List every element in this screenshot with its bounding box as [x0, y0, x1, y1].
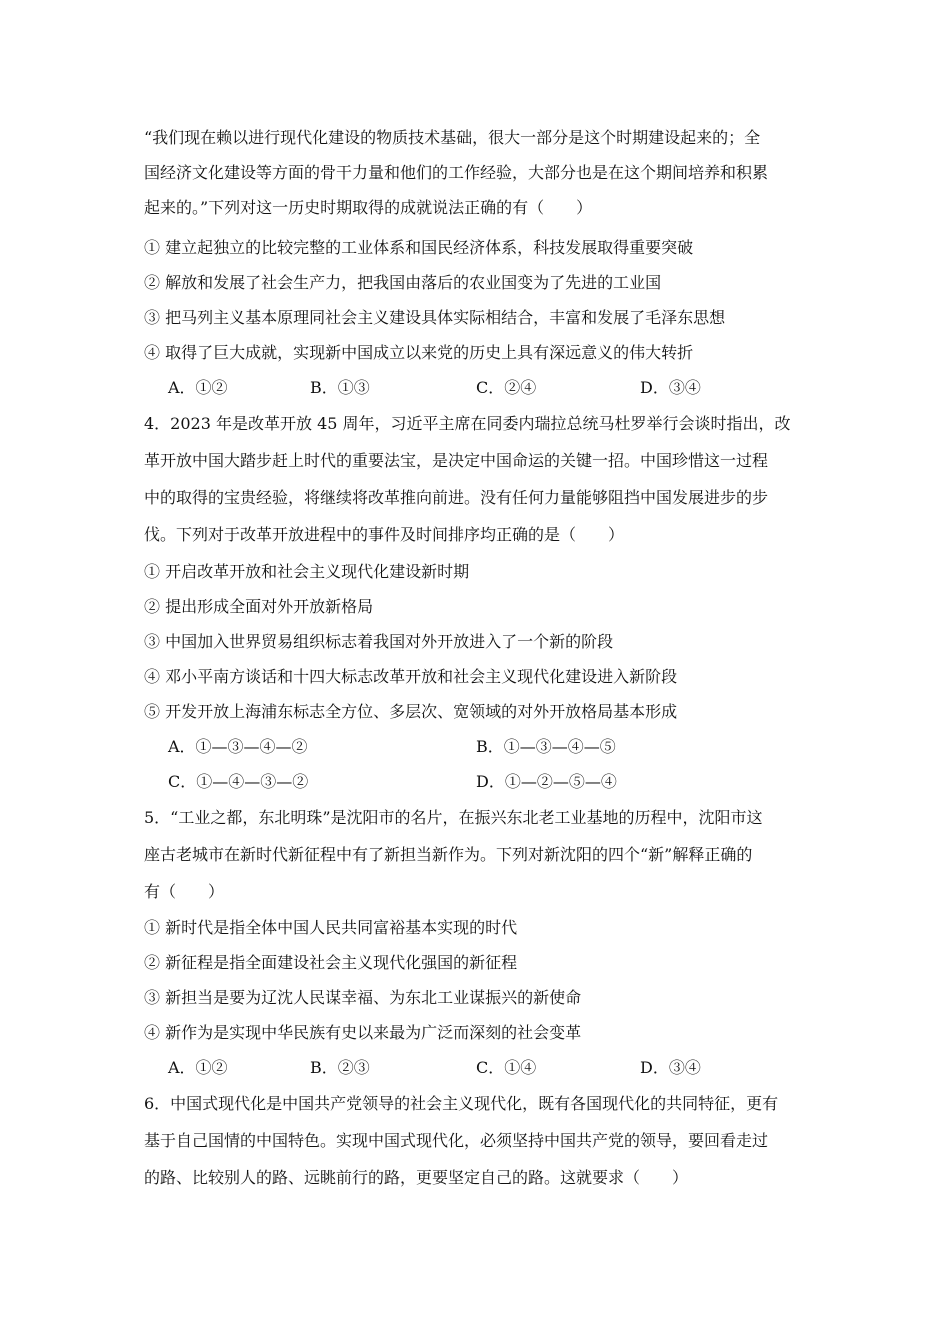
q3-statement: ① 建立起独立的比较完整的工业体系和国民经济体系，科技发展取得重要突破 [144, 238, 694, 257]
q4-statement: ③ 中国加入世界贸易组织标志着我国对外开放进入了一个新的阶段 [144, 632, 614, 651]
q4-stem-line: 4．2023 年是改革开放 45 周年，习近平主席在同委内瑞拉总统马杜罗举行会谈时指出，改 [144, 414, 791, 433]
q3-stem-line: “我们现在赖以进行现代化建设的物质技术基础，很大一部分是这个时期建设起来的；全 [144, 128, 761, 147]
q3-stem-line: 国经济文化建设等方面的骨干力量和他们的工作经验，大部分也是在这个期间培养和积累 [144, 163, 769, 182]
q3-statement: ③ 把马列主义基本原理同社会主义建设具体实际相结合，丰富和发展了毛泽东思想 [144, 308, 726, 327]
q4-statement: ② 提出形成全面对外开放新格局 [144, 597, 374, 616]
q4-statement: ① 开启改革开放和社会主义现代化建设新时期 [144, 562, 470, 581]
q3-statement: ② 解放和发展了社会生产力，把我国由落后的农业国变为了先进的工业国 [144, 273, 662, 292]
q3-option-b: B．①③ [310, 378, 370, 397]
q4-stem-line: 伐。下列对于改革开放进程中的事件及时间排序均正确的是（ ） [144, 525, 625, 544]
q5-stem-line: 有（ ） [144, 882, 225, 901]
q6-stem-line: 基于自己国情的中国特色。实现中国式现代化，必须坚持中国共产党的领导，要回看走过 [144, 1131, 769, 1150]
q3-stem-line: 起来的。”下列对这一历史时期取得的成就说法正确的有（ ） [144, 198, 593, 217]
q5-option-a: A．①② [168, 1058, 228, 1077]
q4-option-b: B．①—③—④—⑤ [476, 737, 616, 756]
q5-option-d: D．③④ [640, 1058, 701, 1077]
q5-statement: ① 新时代是指全体中国人民共同富裕基本实现的时代 [144, 918, 518, 937]
q5-option-c: C．①④ [476, 1058, 537, 1077]
q6-stem-line: 的路、比较别人的路、远眺前行的路，更要坚定自己的路。这就要求（ ） [144, 1168, 689, 1187]
q6-stem-line: 6．中国式现代化是中国共产党领导的社会主义现代化，既有各国现代化的共同特征，更有 [144, 1094, 779, 1113]
q4-option-a: A．①—③—④—② [168, 737, 308, 756]
q4-option-c: C．①—④—③—② [168, 772, 309, 791]
q4-stem-line: 革开放中国大踏步赶上时代的重要法宝，是决定中国命运的关键一招。中国珍惜这一过程 [144, 451, 769, 470]
q5-stem-line: 5．“工业之都，东北明珠”是沈阳市的名片，在振兴东北老工业基地的历程中，沈阳市这 [144, 808, 763, 827]
q3-option-c: C．②④ [476, 378, 537, 397]
q5-stem-line: 座古老城市在新时代新征程中有了新担当新作为。下列对新沈阳的四个“新”解释正确的 [144, 845, 753, 864]
q3-option-a: A．①② [168, 378, 228, 397]
q4-statement: ④ 邓小平南方谈话和十四大标志改革开放和社会主义现代化建设进入新阶段 [144, 667, 678, 686]
q5-statement: ② 新征程是指全面建设社会主义现代化强国的新征程 [144, 953, 518, 972]
q4-stem-line: 中的取得的宝贵经验，将继续将改革推向前进。没有任何力量能够阻挡中国发展进步的步 [144, 488, 769, 507]
q3-statement: ④ 取得了巨大成就，实现新中国成立以来党的历史上具有深远意义的伟大转折 [144, 343, 694, 362]
q4-option-d: D．①—②—⑤—④ [476, 772, 617, 791]
q5-option-b: B．②③ [310, 1058, 370, 1077]
q5-statement: ④ 新作为是实现中华民族有史以来最为广泛而深刻的社会变革 [144, 1023, 582, 1042]
q3-option-d: D．③④ [640, 378, 701, 397]
q5-statement: ③ 新担当是要为辽沈人民谋幸福、为东北工业谋振兴的新使命 [144, 988, 582, 1007]
q4-statement: ⑤ 开发开放上海浦东标志全方位、多层次、宽领域的对外开放格局基本形成 [144, 702, 678, 721]
